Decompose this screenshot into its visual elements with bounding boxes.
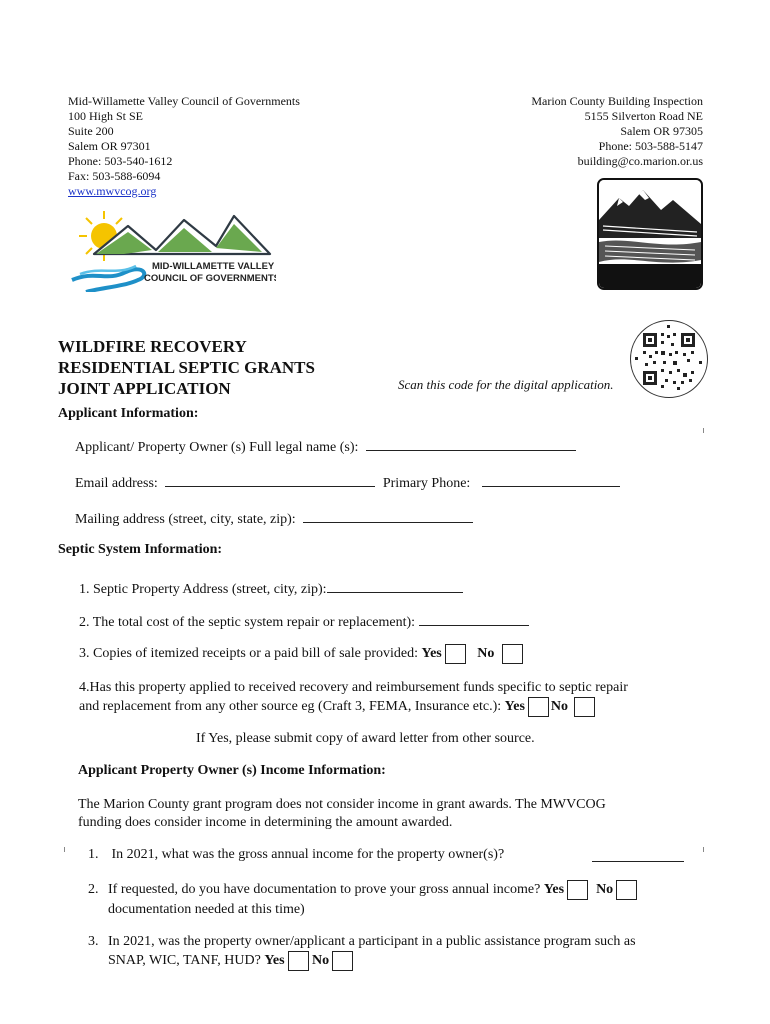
septic-cost-field[interactable] [419,612,529,626]
email-phone-row [75,473,620,492]
income-q1-label: In 2021, what was the gross annual income for the property owner(s)? [111,847,505,862]
income-q3-line2: SNAP, WIC, TANF, HUD? [108,953,261,969]
q3-yes-label: Yes [421,646,442,662]
title-line1: WILDFIRE RECOVERY [58,337,247,356]
full-name-field[interactable] [366,437,576,451]
marion-email: building@co.marion.or.us [577,154,703,168]
qr-code[interactable] [630,320,708,398]
q1-number: 1. [79,582,90,597]
income-paragraph [78,796,606,832]
income-q3-row [88,932,636,971]
q3-no-checkbox[interactable] [502,644,523,664]
full-name-row [75,437,576,456]
margin-mark [64,847,65,852]
marion-street: 5155 Silverton Road NE [584,109,703,123]
form-title [58,336,315,399]
q3-no-label: No [477,646,495,662]
income-q3-number: 3. [88,934,99,949]
q4-number: 4. [79,680,90,695]
marion-address [531,94,703,169]
septic-q4-line1: Has this property applied to received recovery and reimbursement funds specific to septic repair [89,680,628,695]
margin-mark [703,847,704,852]
income-q2-line1: If requested, do you have documentation to prove your gross annual income? [108,882,541,898]
mwvcog-fax: Fax: 503-588-6094 [68,169,161,183]
mountains-icon [94,216,270,254]
income-q3-yes-label: Yes [264,953,285,969]
mailing-label: Mailing address (street, city, state, zip): [75,512,296,527]
logo-text-line2: COUNCIL OF GOVERNMENTS [144,273,276,284]
income-q3-yes-checkbox[interactable] [288,951,309,971]
income-q2-no-label: No [596,882,614,898]
mwvcog-address [68,94,300,199]
mwvcog-logo [66,206,276,292]
income-q2-number: 2. [88,882,99,898]
gross-income-field[interactable] [592,848,684,862]
title-line3: JOINT APPLICATION [58,379,231,398]
mailing-row [75,509,473,528]
mwvcog-street: 100 High St SE [68,109,144,123]
income-para-line1: The Marion County grant program does not consider income in grant awards. The MWVCOG [78,797,606,812]
income-info-heading: Applicant Property Owner (s) Income Information: [78,763,386,778]
q4-yes-checkbox[interactable] [528,697,549,717]
full-name-label: Applicant/ Property Owner (s) Full legal name (s): [75,440,359,455]
q4-no-label: No [550,699,569,715]
income-q3-no-label: No [312,953,330,969]
septic-q3-label: Copies of itemized receipts or a paid bill of sale provided: [93,646,419,662]
marion-county-logo [597,178,703,290]
q3-yes-checkbox[interactable] [445,644,466,664]
septic-q1-row [79,579,463,598]
q2-number: 2. [79,615,90,630]
phone-field[interactable] [482,473,620,487]
septic-q2-label: The total cost of the septic system repair or replacement): [92,615,416,630]
q4-no-checkbox[interactable] [574,697,595,717]
septic-q1-label: Septic Property Address (street, city, zip): [93,582,327,597]
email-label: Email address: [75,476,158,491]
marion-city: Salem OR 97305 [620,124,703,138]
septic-q4-line2: and replacement from any other source eg (Craft 3, FEMA, Insurance etc.): [79,699,502,715]
income-q2-yes-label: Yes [543,882,565,898]
applicant-info-heading: Applicant Information: [58,406,199,421]
income-q1-number: 1. [88,847,99,862]
email-field[interactable] [165,473,375,487]
income-q3-line1: In 2021, was the property owner/applicant a participant in a public assistance program such as [108,934,636,949]
septic-q3-row [79,644,523,664]
mwvcog-website-link[interactable]: www.mwvcog.org [68,184,157,198]
septic-info-heading: Septic System Information: [58,542,223,557]
title-line2: RESIDENTIAL SEPTIC GRANTS [58,358,315,377]
income-q2-line2: documentation needed at this time) [108,902,305,917]
income-q2-no-checkbox[interactable] [616,880,637,900]
margin-mark [703,428,704,433]
septic-q4-row [79,679,628,717]
income-q1-row [88,847,504,863]
q4-yes-label: Yes [504,699,525,715]
scan-instruction: Scan this code for the digital application. [398,377,614,392]
mailing-field[interactable] [303,509,473,523]
mwvcog-suite: Suite 200 [68,124,114,138]
septic-q2-row [79,612,529,631]
mwvcog-city: Salem OR 97301 [68,139,151,153]
mwvcog-phone: Phone: 503-540-1612 [68,154,173,168]
marion-name: Marion County Building Inspection [531,94,703,108]
q3-number: 3. [79,646,90,662]
mwvcog-name: Mid-Willamette Valley Council of Governments [68,94,300,108]
income-q2-yes-checkbox[interactable] [567,880,588,900]
income-q2-row [88,880,637,919]
marion-phone: Phone: 503-588-5147 [598,139,703,153]
phone-label: Primary Phone: [382,476,471,491]
if-yes-note: If Yes, please submit copy of award letter from other source. [196,731,535,746]
income-q3-no-checkbox[interactable] [332,951,353,971]
income-para-line2: funding does consider income in determining the amount awarded. [78,815,453,830]
logo-text-line1: MID-WILLAMETTE VALLEY [152,261,275,272]
septic-address-field[interactable] [327,579,463,593]
